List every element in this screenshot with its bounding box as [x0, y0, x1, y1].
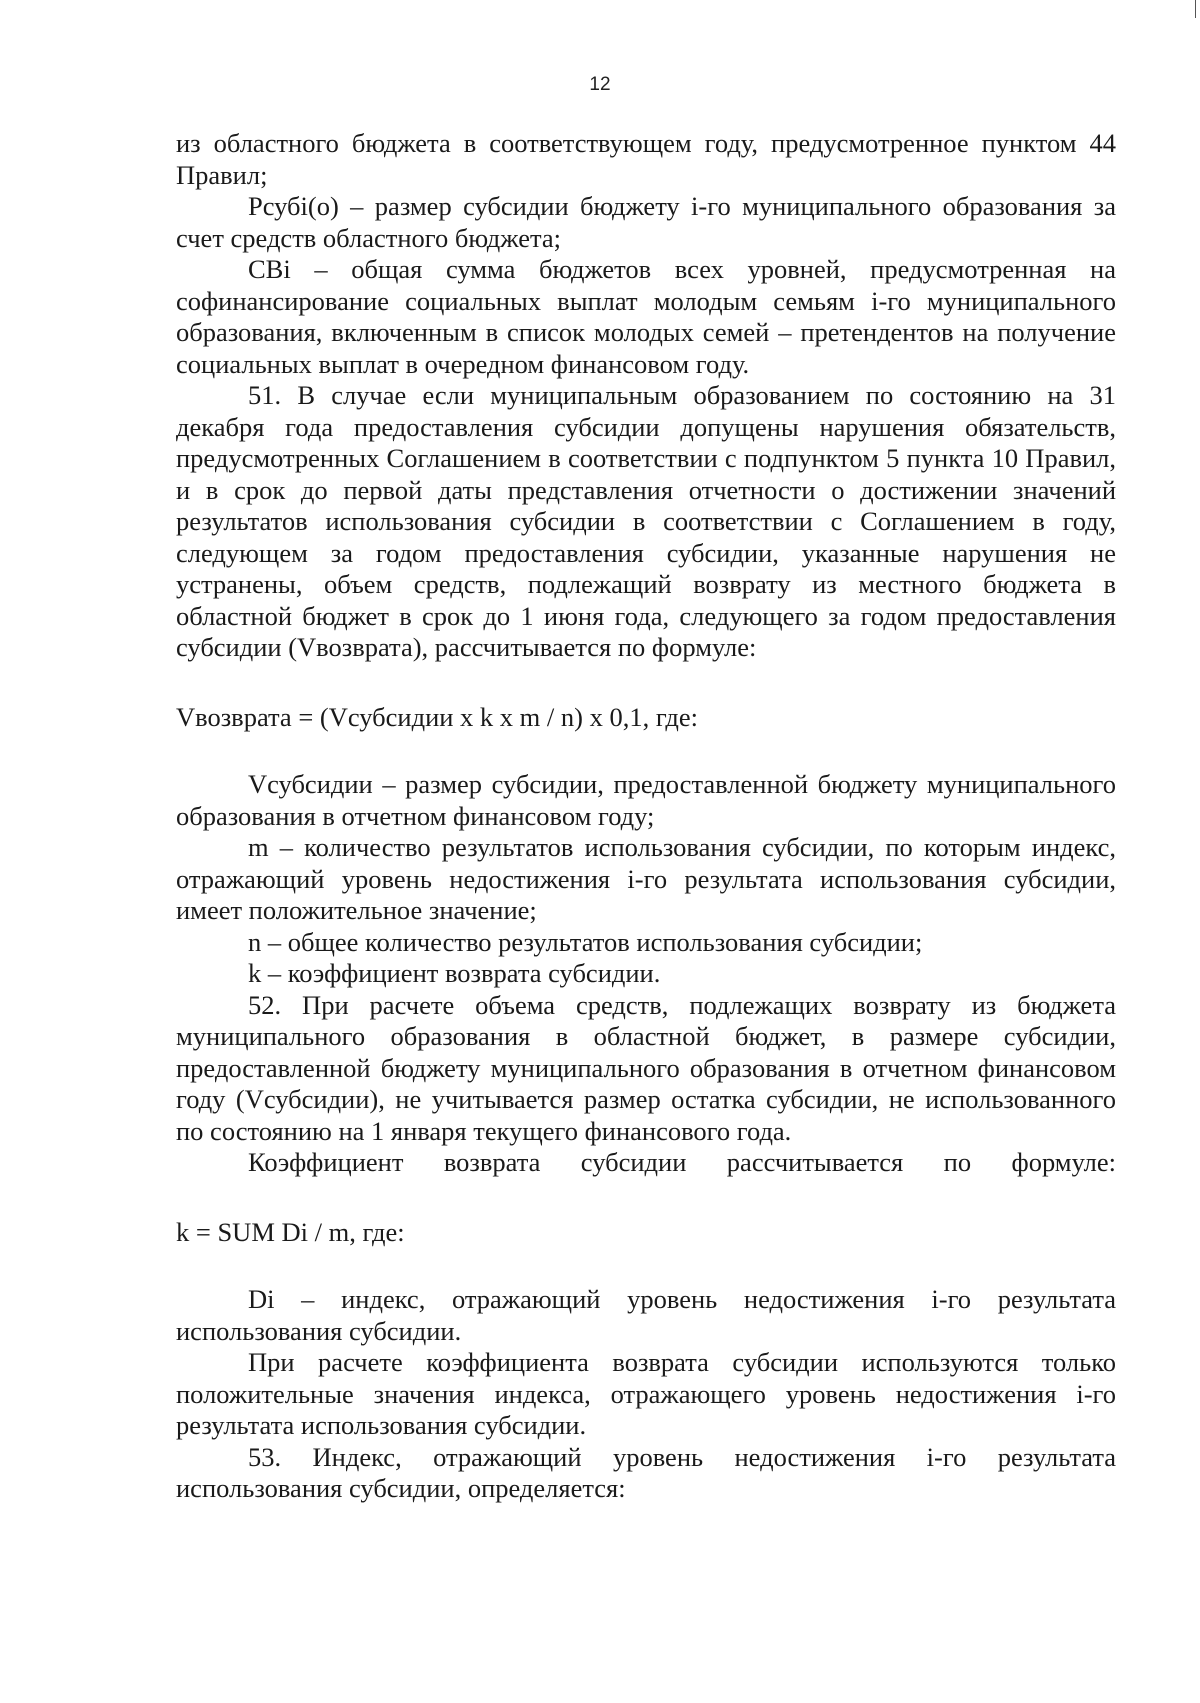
document-body	[176, 128, 1116, 1505]
formula-coefficient: k = SUM Di / m, где:	[176, 1216, 405, 1247]
paragraph-cvi-definition: СВi – общая сумма бюджетов всех уровней, предусмотренная на софинансирование социальных выплат молодым семьям i-го муниципального образования, включенным в список молодых семей – претендентов на получение социальных выплат в очередном финансовом году.	[176, 254, 1116, 379]
paragraph-coefficient-intro: Коэффициент возврата субсидии рассчитывается по формуле:	[248, 1147, 1116, 1177]
page-number: 12	[589, 74, 611, 95]
paragraph-di-definition: Di – индекс, отражающий уровень недостижения i-го результата использования субсидии.	[176, 1284, 1116, 1346]
paragraph-53: 53. Индекс, отражающий уровень недостижения i-го результата использования субсидии, определяется:	[176, 1441, 1116, 1503]
formula-return-volume: Vвозврата = (Vсубсидии x k x m / n) x 0,1, где:	[176, 701, 699, 732]
paragraph-n-definition: n – общее количество результатов использования субсидии;	[248, 926, 923, 957]
paragraph-psub-definition: Рсубi(о) – размер субсидии бюджету i-го муниципального образования за счет средств областного бюджета;	[176, 191, 1116, 253]
paragraph-k-definition: k – коэффициент возврата субсидии.	[248, 958, 661, 988]
paragraph-m-definition: m – количество результатов использования субсидии, по которым индекс, отражающий уровень недостижения i-го результата использования субсидии, имеет положительное значение;	[176, 832, 1116, 925]
paragraph-positive-values: При расчете коэффициента возврата субсидии используются только положительные значения индекса, отражающего уровень недостижения i-го результата использования субсидии.	[176, 1347, 1116, 1440]
paragraph-51: 51. В случае если муниципальным образованием по состоянию на 31 декабря года предоставления субсидии допущены нарушения обязательств, предусмотренных Соглашением в соответствии с подпунктом 5 пункта 10 Правил, и в срок до первой даты представления отчетности о достижении значений результатов использования субсидии в соответствии с Соглашением в году, следующем за годом предоставления субсидии, указанные нарушения не устранены, объем средств, подлежащий возврату из местного бюджета в областной бюджет в срок до 1 июня года, следующего за годом предоставления субсидии (Vвозврата), рассчитывается по формуле:	[176, 380, 1116, 662]
paragraph-vsub-definition: Vсубсидии – размер субсидии, предоставленной бюджету муниципального образования в отчетном финансовом году;	[176, 769, 1116, 831]
scan-edge-mark	[1195, 0, 1196, 18]
paragraph-52: 52. При расчете объема средств, подлежащих возврату из бюджета муниципального образования в областной бюджет, в размере субсидии, предоставленной бюджету муниципального образования в отчетном финансовом году (Vсубсидии), не учитывается размер остатка субсидии, не использованного по состоянию на 1 января текущего финансового года.	[176, 989, 1116, 1146]
paragraph-continuation: из областного бюджета в соответствующем году, предусмотренное пунктом 44 Правил;	[176, 128, 1116, 190]
